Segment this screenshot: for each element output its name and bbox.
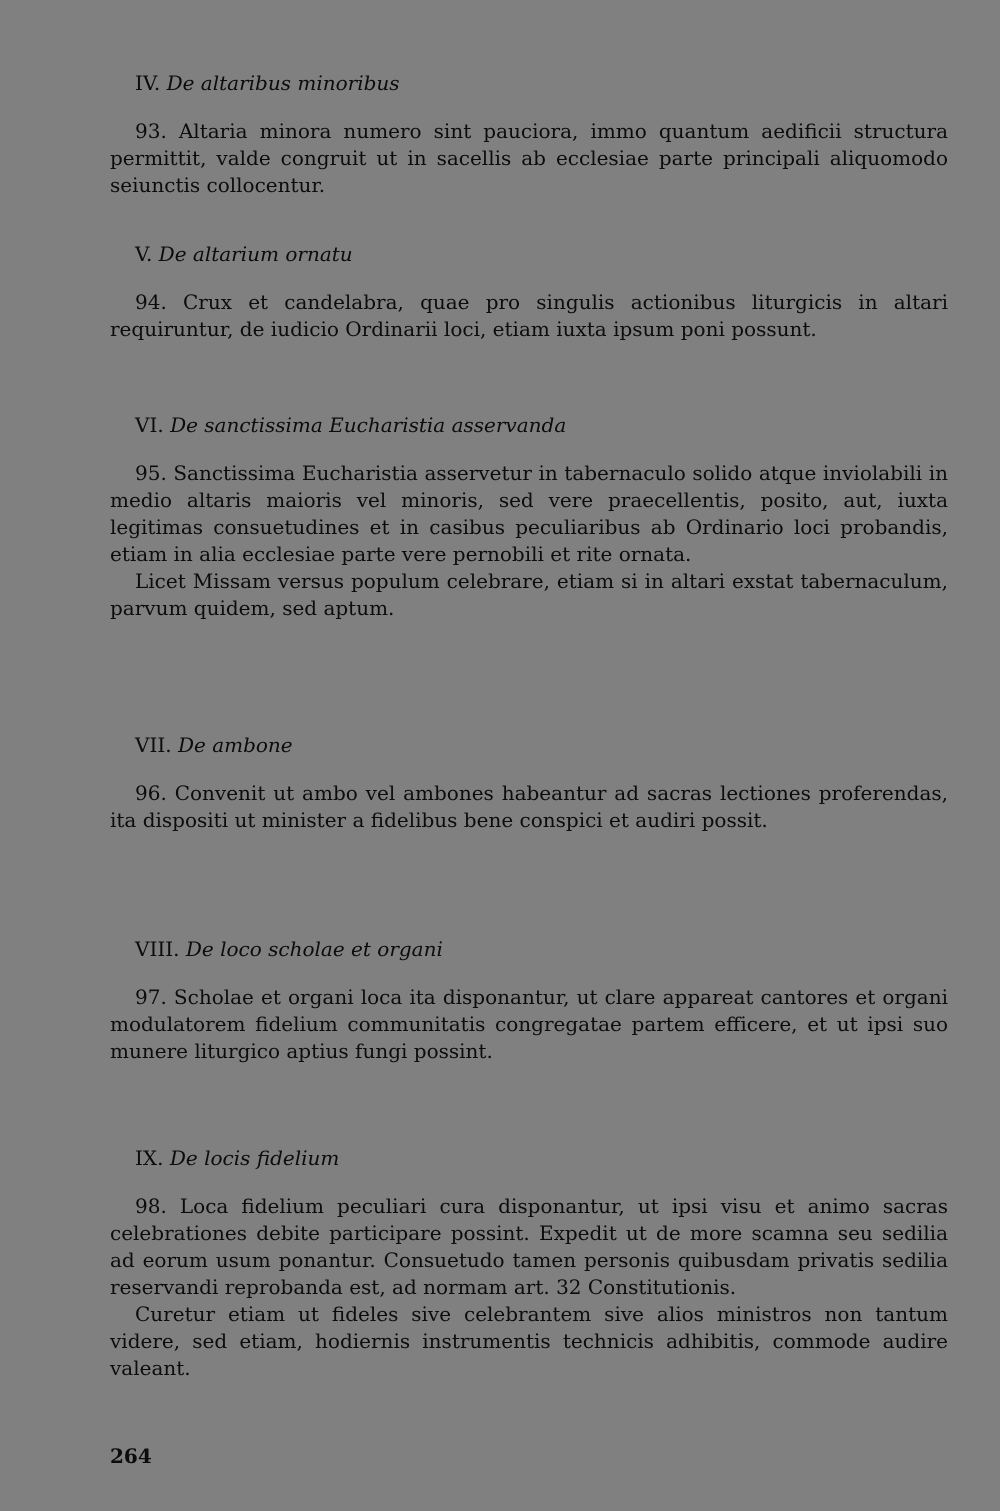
paragraph-93: 93. Altaria minora numero sint pauciora, immo quantum aedificii structura permittit, valde congruit ut in sacellis ab ecclesiae parte principali aliquomodo seiunctis collocentur. [110,119,948,197]
document-page [110,0,948,1511]
section-title: De locis fidelium [169,1146,340,1170]
section-number: VII. [135,733,172,757]
section-iv [110,70,948,199]
section-heading [135,241,948,267]
section-vii [110,732,948,834]
section-number: VI. [135,413,164,437]
section-heading [135,936,948,962]
paragraph-95-continued: Licet Missam versus populum celebrare, etiam si in altari exstat tabernaculum, parvum quidem, sed aptum. [110,569,948,620]
paragraph-98: 98. Loca fidelium peculiari cura disponantur, ut ipsi visu et animo sacras celebrationes debite participare possint. Expedit ut de more scamna seu sedilia ad eorum usum ponantur. Consuetudo tamen personis quibusdam privatis sedilia reservandi reprobanda est, ad normam art. 32 Constitutionis. [110,1194,948,1299]
section-viii [110,936,948,1065]
section-number: IV. [135,71,161,95]
section-heading [135,732,948,758]
section-heading [135,70,948,96]
paragraph-96: 96. Convenit ut ambo vel ambones habeantur ad sacras lectiones proferendas, ita dispositi ut minister a fidelibus bene conspici et audiri possit. [110,781,948,832]
section-number: V. [135,242,153,266]
paragraph-94: 94. Crux et candelabra, quae pro singulis actionibus liturgicis in altari requiruntur, de iudicio Ordinarii loci, etiam iuxta ipsum poni possunt. [110,290,948,341]
section-number: IX. [135,1146,164,1170]
section-heading [135,412,948,438]
section-number: VIII. [135,937,180,961]
section-title: De sanctissima Eucharistia asservanda [170,413,567,437]
paragraph-97: 97. Scholae et organi loca ita disponantur, ut clare appareat cantores et organi modulatorem fidelium communitatis congregatae partem efficere, et ut ipsi suo munere liturgico aptius fungi possint. [110,985,948,1063]
section-title: De ambone [177,733,293,757]
section-ix [110,1145,948,1382]
section-title: De altarium ornatu [158,242,353,266]
paragraph-98-continued: Curetur etiam ut fideles sive celebrantem sive alios ministros non tantum videre, sed etiam, hodiernis instrumentis technicis adhibitis, commode audire valeant. [110,1302,948,1380]
section-heading [135,1145,948,1171]
section-title: De altaribus minoribus [166,71,400,95]
section-vi [110,412,948,622]
section-title: De loco scholae et organi [185,937,443,961]
section-v [110,241,948,343]
paragraph-95: 95. Sanctissima Eucharistia asservetur in tabernaculo solido atque inviolabili in medio altaris maioris vel minoris, sed vere praecellentis, posito, aut, iuxta legitimas consuetudines et in casibus peculiaribus ab Ordinario loci probandis, etiam in alia ecclesiae parte vere pernobili et rite ornata. [110,461,948,566]
page-number: 264 [110,1444,152,1468]
